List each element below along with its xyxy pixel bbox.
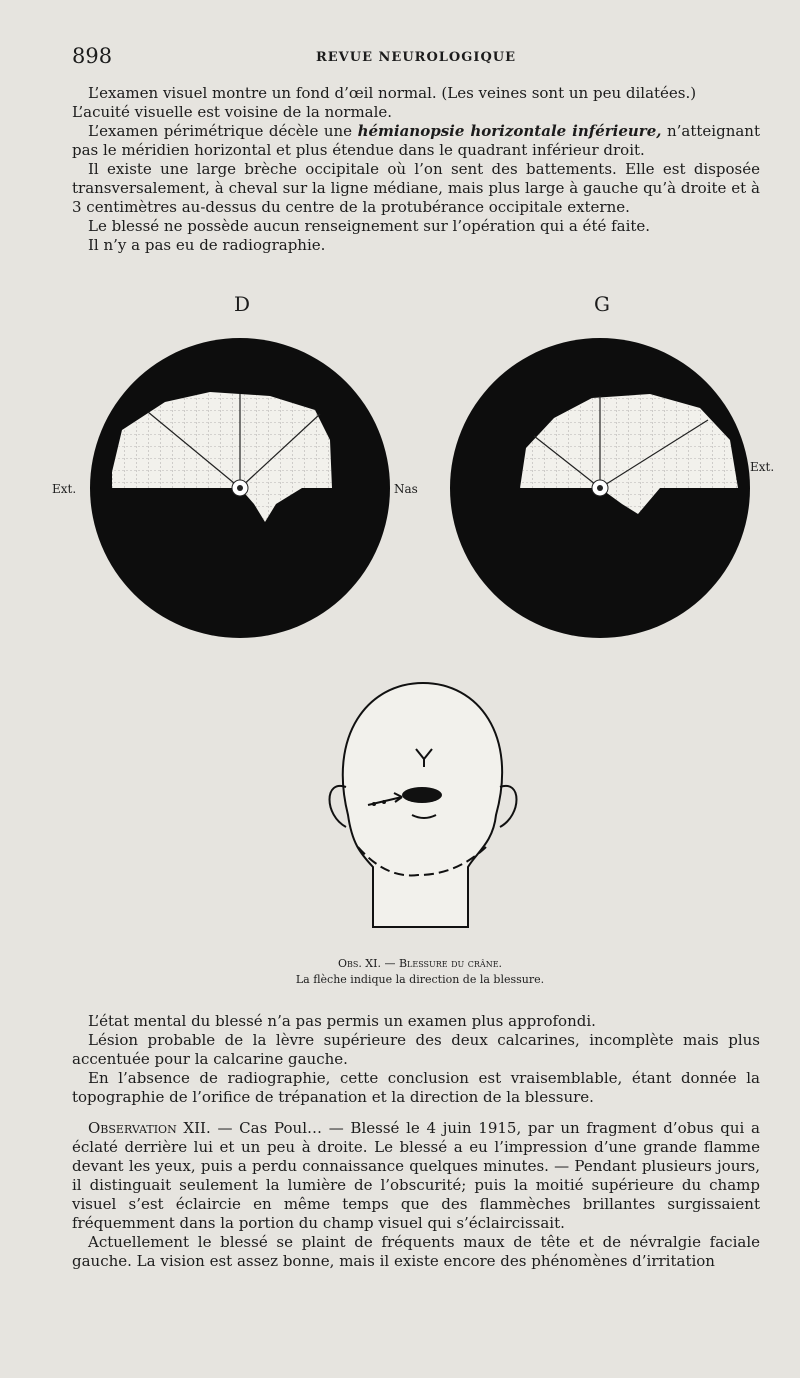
paragraph: En l’absence de radiographie, cette conclusion est vraisemblable, étant donnée la topographie de l’orifice de trépanation et la direction de la blessure. — [72, 1069, 760, 1106]
caption-title: Obs. XI. — Blessure du crâne. — [337, 957, 503, 970]
visual-field-figure — [40, 290, 780, 660]
paragraph: L’acuité visuelle est voisine de la normale. — [72, 103, 393, 121]
observation-paragraph: Observation XII. — Cas Poul… — Blessé le 4 juin 1915, par un fragment d’obus qui a éclaté derrière lui et un peu à droite. Le blessé a eu l’impression d’une grande flamme devant les yeux, puis a perdu connaissance quelques minutes. — Pendant plusieurs jours, il distinguait seulement la lumière de l’obscurité; puis la moitié supérieure du champ visuel s’est éclaircie en même temps que des flammèches brillantes surgissaient fréquemment dans la portion du champ visuel qui s’éclaircissait. — [72, 1119, 760, 1232]
paragraph: Il existe une large brèche occipitale où l’on sent des battements. Elle est disposée transversalement, à cheval sur la ligne médiane, mais plus large à gauche qu’à droite et à 3 centimètres au-dessus du centre de la protubérance occipitale externe. — [72, 160, 760, 216]
page-number: 898 — [72, 44, 113, 68]
paragraph: L’examen visuel montre un fond d’œil normal. (Les veines sont un peu dilatées.) — [88, 84, 697, 102]
paragraph: Il n’y a pas eu de radiographie. — [88, 236, 326, 254]
ext-label: Ext. — [52, 482, 77, 496]
paragraph: L’état mental du blessé n’a pas permis un examen plus approfondi. — [88, 1012, 596, 1030]
caption-text: La flèche indique la direction de la blessure. — [295, 973, 545, 986]
paragraph: Actuellement le blessé se plaint de fréquents maux de tête et de névralgie faciale gauche. La vision est assez bonne, mais il existe encore des phénomènes d’irritation — [72, 1233, 760, 1270]
nas-label: Nas — [394, 482, 418, 496]
paragraph: L’examen périmétrique décèle une hémianopsie horizontale inférieure, n’atteignant pas le méridien horizontal et plus étendue dans le quadrant inférieur droit. — [72, 122, 760, 159]
left-eye-label: G — [594, 292, 610, 316]
ext-label-left: Ext. — [750, 460, 775, 474]
perimetry-charts — [40, 290, 780, 660]
figure-caption — [120, 956, 720, 988]
top-text — [72, 84, 760, 255]
left-eye-field — [450, 338, 750, 638]
paragraph: Lésion probable de la lèvre supérieure des deux calcarines, incomplète mais plus accentuée pour la calcarine gauche. — [72, 1031, 760, 1068]
head-diagram — [318, 675, 528, 935]
right-eye-field — [90, 338, 390, 638]
observation-label: Observation XII. — [88, 1119, 211, 1137]
right-eye-label: D — [234, 292, 251, 316]
running-title: REVUE NEUROLOGIQUE — [315, 50, 517, 65]
bottom-text — [72, 1012, 760, 1271]
emphasis-text: hémianopsie horizontale inférieure, — [357, 122, 662, 140]
page-header — [72, 44, 760, 74]
paragraph: Le blessé ne possède aucun renseignement sur l’opération qui a été faite. — [88, 217, 651, 235]
